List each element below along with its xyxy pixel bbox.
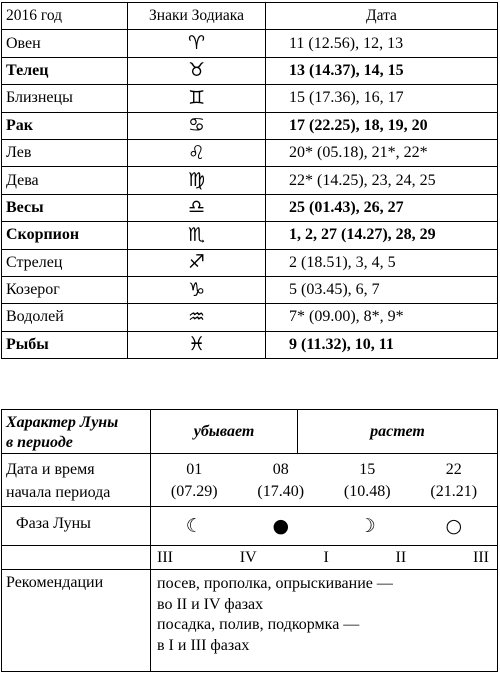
sign-symbol-cell (128, 167, 266, 194)
sign-symbol-cell (128, 112, 266, 139)
gemini-icon: ♊︎ (187, 86, 206, 109)
dates-label-line-1: Дата и время (6, 461, 95, 478)
sign-dates: 11 (12.56), 12, 13 (266, 30, 498, 57)
sign-name: Весы (2, 194, 128, 221)
zodiac-row (2, 57, 498, 84)
sign-dates: 22* (14.25), 23, 24, 25 (266, 167, 498, 194)
sign-dates: 5 (03.45), 6, 7 (266, 276, 498, 303)
roman-phase: II (395, 548, 407, 566)
zodiac-row (2, 167, 498, 194)
sign-symbol-cell (128, 249, 266, 276)
recommendations-label: Рекомендации (2, 570, 151, 672)
new-moon-icon: ● (272, 515, 290, 537)
zodiac-row (2, 112, 498, 139)
sign-symbol-cell (128, 331, 266, 358)
zodiac-row (2, 139, 498, 166)
roman-phase: IV (239, 548, 257, 566)
sign-symbol-cell (128, 194, 266, 221)
sign-dates: 2 (18.51), 3, 4, 5 (266, 249, 498, 276)
taurus-icon: ♉︎ (187, 59, 206, 82)
sign-dates: 13 (14.37), 14, 15 (266, 57, 498, 84)
phase-icons-cell (151, 507, 498, 546)
year-header: 2016 год (2, 3, 128, 30)
date-header: Дата (266, 3, 498, 30)
sign-name: Козерог (2, 276, 128, 303)
roman-empty-cell (2, 546, 151, 570)
period-day: 01 (186, 461, 203, 478)
period-time: (17.40) (257, 483, 305, 500)
dates-label-line-2: начала периода (6, 484, 111, 501)
phase-row (2, 507, 498, 546)
sign-symbol-cell (128, 304, 266, 331)
period-days (151, 459, 497, 481)
recommendation-line: во II и IV фазах (157, 595, 264, 613)
zodiac-header-row (2, 3, 498, 30)
moon-phase-table (1, 409, 498, 672)
sign-dates: 17 (22.25), 18, 19, 20 (266, 112, 498, 139)
recommendations-text (151, 570, 498, 672)
sign-symbol-cell (128, 30, 266, 57)
phase-label: Фаза Луны (2, 507, 151, 546)
zodiac-row (2, 249, 498, 276)
recommendation-line: посев, прополка, опрыскивание — (157, 575, 393, 592)
phase-icons (151, 507, 497, 545)
moon-character-label (2, 410, 151, 454)
sign-dates: 1, 2, 27 (14.27), 28, 29 (266, 222, 498, 249)
leo-icon: ♌︎ (187, 141, 206, 164)
sign-name: Скорпион (2, 222, 128, 249)
roman-phase-numbers (151, 548, 497, 568)
scorpio-icon: ♏︎ (187, 223, 206, 246)
aries-icon: ♈︎ (187, 32, 206, 55)
moon-character-line-1: Характер Луны (6, 414, 119, 431)
recommendation-line: в I и III фазах (157, 636, 250, 654)
sign-symbol-cell (128, 85, 266, 112)
recommendations-row (2, 570, 498, 672)
moon-header-row (2, 410, 498, 454)
sign-symbol-cell (128, 276, 266, 303)
waning-crescent-icon: ☾ (185, 515, 203, 537)
zodiac-row (2, 276, 498, 303)
period-day: 15 (359, 461, 376, 478)
sign-name: Овен (2, 30, 128, 57)
sign-symbol-cell (128, 222, 266, 249)
recommendation-line: посадка, полив, подкормка — (157, 616, 360, 633)
roman-phase: III (157, 548, 173, 566)
waxing-crescent-icon: ☽ (358, 515, 376, 537)
zodiac-row (2, 194, 498, 221)
zodiac-table (1, 2, 498, 359)
waning-label: убывает (151, 410, 298, 454)
waxing-label: растет (298, 410, 498, 454)
sign-dates: 25 (01.43), 26, 27 (266, 194, 498, 221)
sign-name: Рыбы (2, 331, 128, 358)
moon-character-line-2: в периоде (6, 434, 73, 451)
libra-icon: ♎︎ (187, 196, 206, 219)
sign-name: Телец (2, 57, 128, 84)
period-times (151, 481, 497, 503)
sign-name: Рак (2, 112, 128, 139)
sign-header: Знаки Зодиака (128, 3, 266, 30)
zodiac-row (2, 222, 498, 249)
dates-label (2, 454, 151, 507)
period-time: (21.21) (430, 483, 478, 500)
dates-row (2, 454, 498, 507)
capricorn-icon: ♑︎ (187, 278, 206, 301)
sign-name: Водолей (2, 304, 128, 331)
roman-phases-cell (151, 546, 498, 570)
sign-name: Стрелец (2, 249, 128, 276)
zodiac-row (2, 331, 498, 358)
period-time: (07.29) (170, 483, 218, 500)
sign-dates: 9 (11.32), 10, 11 (266, 331, 498, 358)
sign-name: Близнецы (2, 85, 128, 112)
roman-phase: I (323, 548, 329, 566)
roman-row (2, 546, 498, 570)
roman-phase: III (472, 548, 489, 566)
sign-name: Лев (2, 139, 128, 166)
sagittarius-icon: ♐︎ (187, 251, 206, 274)
period-day: 22 (445, 461, 462, 478)
sign-name: Дева (2, 167, 128, 194)
sign-symbol-cell (128, 57, 266, 84)
period-dates-cell (151, 454, 498, 507)
period-time: (10.48) (343, 483, 391, 500)
full-moon-icon: ○ (445, 515, 463, 537)
zodiac-row (2, 304, 498, 331)
sign-symbol-cell (128, 139, 266, 166)
aquarius-icon: ♒︎ (187, 305, 206, 328)
sign-dates: 7* (09.00), 8*, 9* (266, 304, 498, 331)
cancer-icon: ♋︎ (187, 114, 206, 137)
virgo-icon: ♍︎ (187, 169, 206, 192)
period-day: 08 (272, 461, 289, 478)
sign-dates: 20* (05.18), 21*, 22* (266, 139, 498, 166)
sign-dates: 15 (17.36), 16, 17 (266, 85, 498, 112)
zodiac-row (2, 85, 498, 112)
pisces-icon: ♓︎ (187, 333, 206, 356)
zodiac-row (2, 30, 498, 57)
